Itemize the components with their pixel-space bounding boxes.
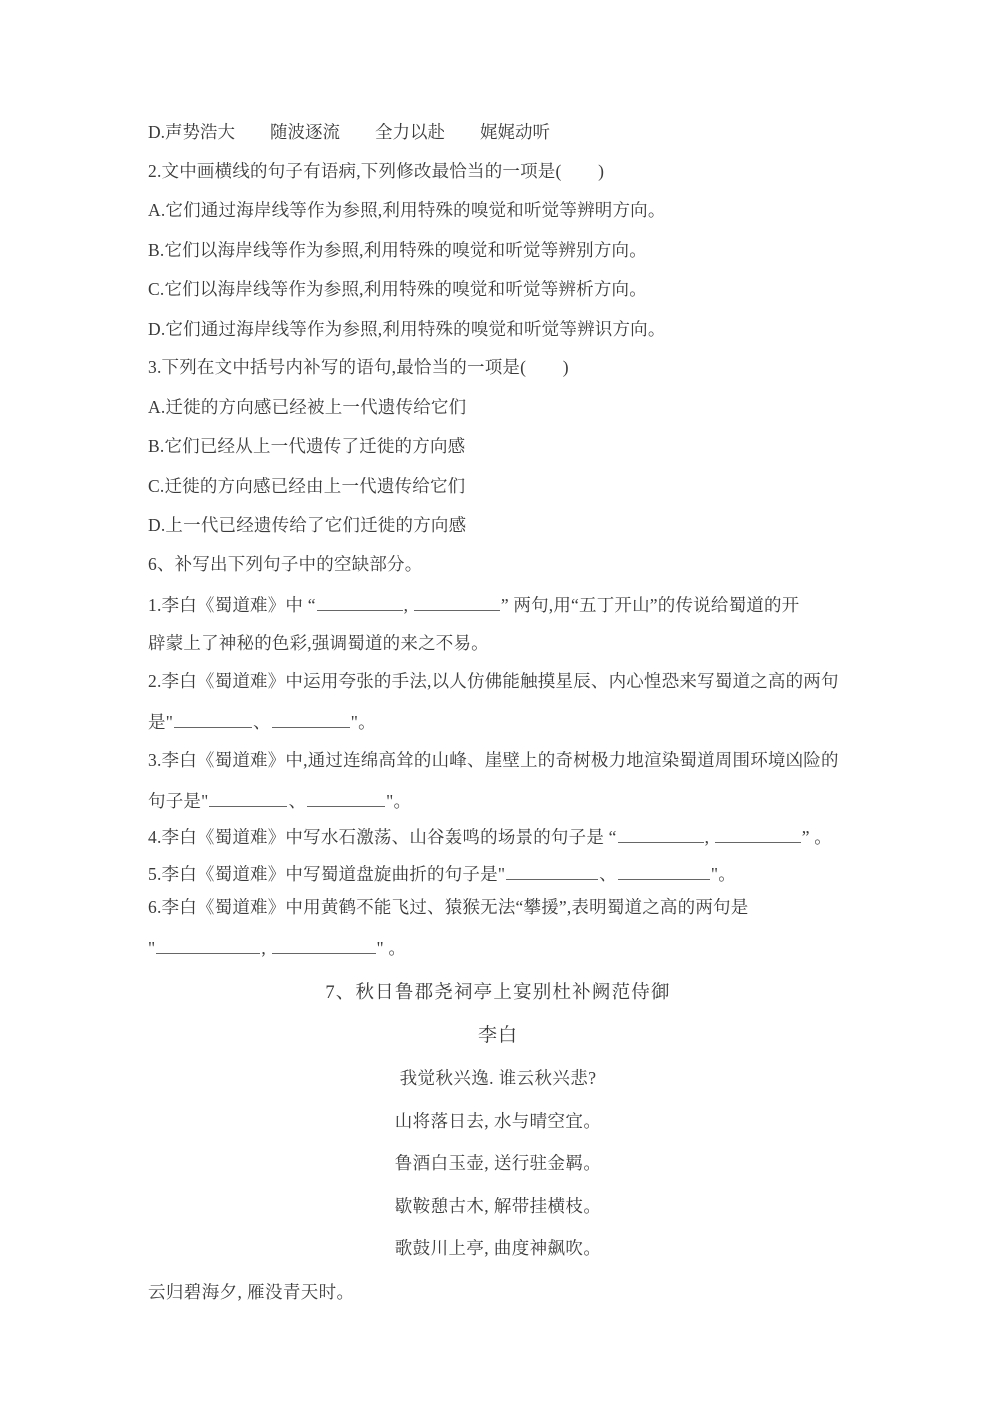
question6-item6-line2 <box>148 937 848 958</box>
fill-blank[interactable] <box>618 826 704 843</box>
question6-item5-line1 <box>148 863 848 884</box>
question6-item5-tail: "。 <box>710 863 736 884</box>
question2-stem: 2.文中画横线的句子有语病,下列修改最恰当的一项是( ) <box>148 160 605 181</box>
poem-line-4: 歇鞍憩古木, 解带挂横枝。 <box>394 1195 602 1216</box>
question6-item1-line2: 辟蒙上了神秘的色彩,强调蜀道的来之不易。 <box>148 632 489 653</box>
question6-item2-line2 <box>148 711 848 732</box>
question2-option-a[interactable]: A.它们通过海岸线等作为参照,利用特殊的嗅觉和听觉等辨明方向。 <box>148 200 666 220</box>
question3-option-b[interactable]: B.它们已经从上一代遗传了迁徙的方向感 <box>148 436 466 456</box>
question6-item1-tail: ” 两句,用“五丁开山”的传说给蜀道的开 <box>500 595 800 616</box>
question6-item3-line2 <box>148 790 848 811</box>
fill-blank[interactable] <box>174 711 252 728</box>
document-content <box>148 124 848 1301</box>
fill-blank[interactable] <box>272 937 376 954</box>
fill-blank[interactable] <box>506 863 598 880</box>
fill-blank[interactable] <box>209 790 287 807</box>
question6-item2-mid: 、 <box>253 711 271 732</box>
question6-item6-mid: , <box>261 938 271 959</box>
question2-option-c[interactable]: C.它们以海岸线等作为参照,利用特殊的嗅觉和听觉等辨析方向。 <box>148 279 647 299</box>
question2-option-d[interactable]: D.它们通过海岸线等作为参照,利用特殊的嗅觉和听觉等辨识方向。 <box>148 318 666 339</box>
question6-item5-mid: 、 <box>599 863 617 884</box>
question6-item4-line1 <box>148 826 848 847</box>
question6-item2-line1: 2.李白《蜀道难》中运用夸张的手法,以人仿佛能触摸星辰、内心惶恐来写蜀道之高的两句 <box>148 671 839 692</box>
question1-option-d: D.声势浩大 随波逐流 全力以赴 娓娓动听 <box>148 122 551 142</box>
question6-item6-wraplead: " <box>148 938 156 959</box>
question6-item3-mid: 、 <box>288 790 307 811</box>
question6-item6-line1: 6.李白《蜀道难》中用黄鹤不能飞过、猿猴无法“攀援”,表明蜀道之高的两句是 <box>148 897 749 918</box>
question6-item1-lead: 1.李白《蜀道难》中 “ <box>148 595 316 616</box>
question7-title: 7、秋日鲁郡尧祠亭上宴别杜补阙范侍御 <box>325 982 671 1003</box>
poem-line-1: 我觉秋兴逸. 谁云秋兴悲? <box>399 1068 597 1089</box>
question3-option-a[interactable]: A.迁徙的方向感已经被上一代遗传给它们 <box>148 396 467 417</box>
question3-option-d[interactable]: D.上一代已经遗传给了它们迁徙的方向感 <box>148 515 467 535</box>
poem-line-5: 歌鼓川上亭, 曲度神飙吹。 <box>394 1238 602 1259</box>
question6-item4-mid: , <box>704 827 714 848</box>
question6-item1-mid: , <box>403 595 413 616</box>
question6-item4-lead: 4.李白《蜀道难》中写水石激荡、山谷轰鸣的场景的句子是 “ <box>148 827 617 848</box>
question3-option-c[interactable]: C.迁徙的方向感已经由上一代遗传给它们 <box>148 475 466 496</box>
question6-item3-tail: "。 <box>386 790 412 811</box>
question6-item2-wraplead: 是" <box>148 711 174 732</box>
question6-item5-lead: 5.李白《蜀道难》中写蜀道盘旋曲折的句子是" <box>148 863 506 884</box>
fill-blank[interactable] <box>156 937 260 954</box>
fill-blank[interactable] <box>414 594 500 611</box>
fill-blank[interactable] <box>272 711 350 728</box>
question6-heading: 6、补写出下列句子中的空缺部分。 <box>148 553 423 574</box>
question7-author: 李白 <box>477 1025 518 1047</box>
question6-item1-line1 <box>148 594 848 615</box>
fill-blank[interactable] <box>618 863 710 880</box>
question3-stem: 3.下列在文中括号内补写的语句,最恰当的一项是( ) <box>148 357 569 377</box>
fill-blank[interactable] <box>715 826 801 843</box>
question6-item3-wraplead: 句子是" <box>148 790 209 811</box>
question6-item2-tail: "。 <box>350 711 376 732</box>
poem-line-2: 山将落日去, 水与晴空宜。 <box>394 1110 602 1131</box>
question6-item4-tail: ” 。 <box>801 827 832 848</box>
poem-line-6: 云归碧海夕, 雁没青天时。 <box>148 1281 355 1302</box>
poem-line-3: 鲁酒白玉壶, 送行驻金羁。 <box>394 1153 602 1174</box>
fill-blank[interactable] <box>317 594 403 611</box>
question2-option-b[interactable]: B.它们以海岸线等作为参照,利用特殊的嗅觉和听觉等辨别方向。 <box>148 239 647 260</box>
question6-item6-tail: " 。 <box>376 938 407 959</box>
question6-item3-line1: 3.李白《蜀道难》中,通过连绵高耸的山峰、崖壁上的奇树极力地渲染蜀道周围环境凶险的 <box>148 750 839 771</box>
fill-blank[interactable] <box>307 790 385 807</box>
